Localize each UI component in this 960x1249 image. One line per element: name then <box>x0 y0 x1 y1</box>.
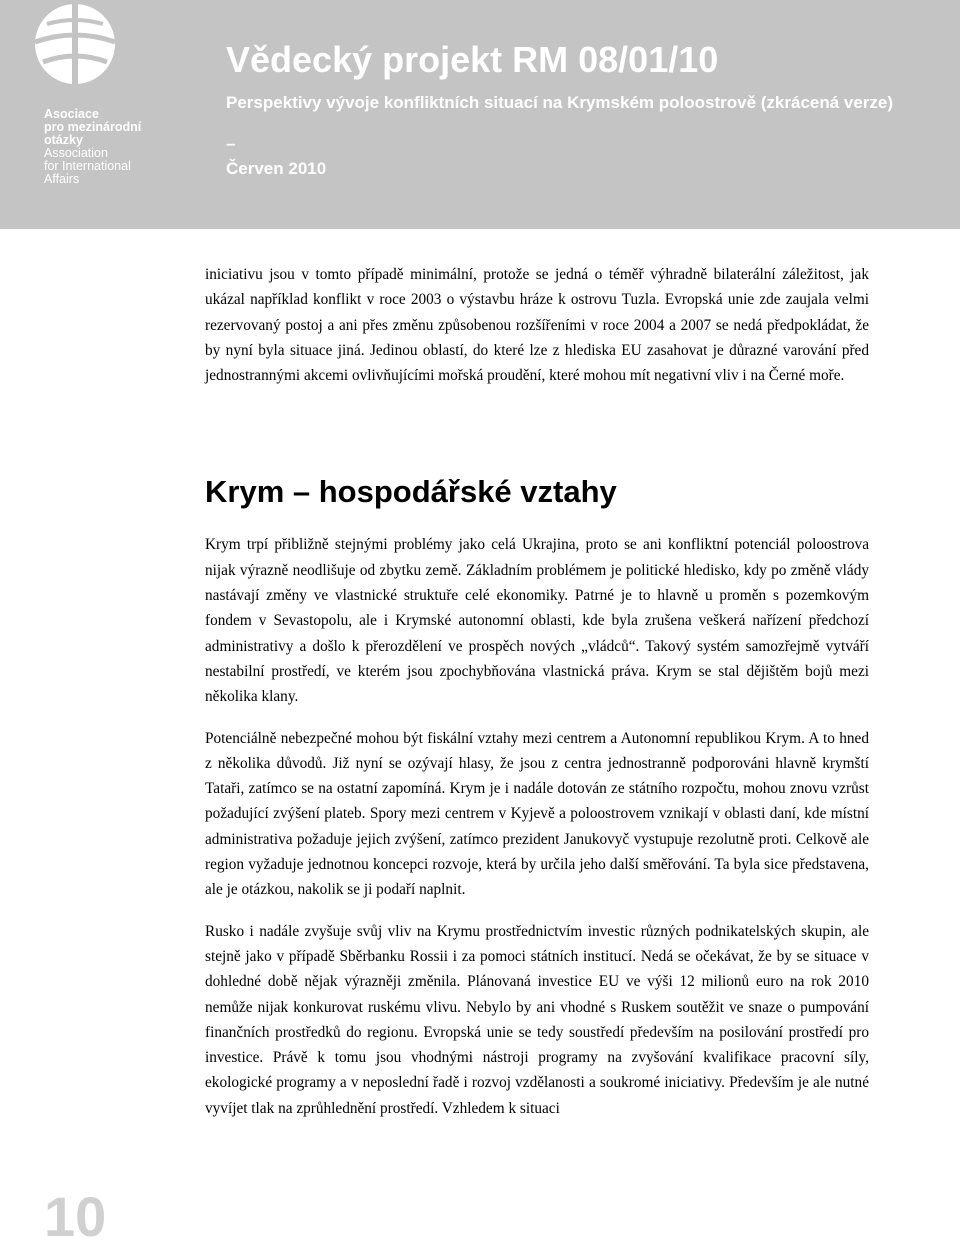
body-paragraph: Krym trpí přibližně stejnými problémy jako celá Ukrajina, proto se ani konfliktní potenciál poloostrova nijak výrazně neodlišuje od zbytku země. Základním problémem je politické hledisko, kdy po změně vlády nastávají změny ve vlastnické struktuře celé ekonomiky. Patrné je to hlavně u proměn s pozemkovým fondem v Sevastopolu, ale i Krymské autonomní oblasti, kde byla zrušena veškerá nařízení předchozí administrativy a došlo k přerozdělení ve prospěch nových „vládců“. Takový systém samozřejmě vytváří nestabilní prostředí, ve kterém jsou zpochybňována vlastnická práva. Krym se stal dějištěm bojů mezi několika klany. <box>205 536 869 706</box>
section-heading: Krym – hospodářské vztahy <box>205 474 617 510</box>
org-line: otázky <box>44 133 83 147</box>
org-line: pro mezinárodní <box>44 120 142 134</box>
page-header <box>0 0 960 229</box>
document-body <box>205 262 869 1137</box>
document-title: Vědecký projekt RM 08/01/10 <box>226 39 719 80</box>
document-date: Červen 2010 <box>226 159 327 178</box>
org-line: Association <box>44 146 108 160</box>
intro-paragraph: iniciativu jsou v tomto případě minimální, protože se jedná o téměř výhradně bilaterální záležitost, jak ukázal například konflikt v roce 2003 o výstavbu hráze k ostrovu Tuzla. Evropská unie zde zaujala velmi rezervovaný postoj a ani přes změnu způsobenou rozšířeními v roce 2004 a 2007 se nedá předpokládat, že by nyní byla situace jiná. Jedinou oblastí, do které lze z hlediska EU zasahovat je důrazné varování před jednostrannými akcemi ovlivňujícími mořská proudění, které mohou mít negativní vliv i na Černé moře. <box>205 266 869 385</box>
org-line: Affairs <box>44 172 80 186</box>
page-number: 10 <box>44 1185 107 1248</box>
header-dash: – <box>226 134 236 153</box>
globe-icon <box>33 2 117 86</box>
document-subtitle: Perspektivy vývoje konfliktních situací na Krymském poloostrově (zkrácená verze) <box>226 93 894 112</box>
org-line: Asociace <box>44 107 99 121</box>
organization-name <box>44 108 141 186</box>
body-paragraph: Potenciálně nebezpečné mohou být fiskální vztahy mezi centrem a Autonomní republikou Krym. A to hned z několika důvodů. Již nyní se ozývají hlasy, že jsou z centra jednostranně podporováni hlavně krymští Tataři, zatímco se na ostatní zapomíná. Krym je i nadále dotován ze státního rozpočtu, mohou znovu vzrůst požadující zvýšení plateb. Spory mezi centrem v Kyjevě a poloostrovem vznikají v oblasti daní, kde místní administrativa požaduje jejich zvýšení, zatímco prezident Janukovyč vystupuje rezolutně proti. Celkově ale region vyžaduje jednotnou koncepci rozvoje, která by určila jeho další směřování. Ta byla sice představena, ale je otázkou, nakolik se ji podaří naplnit. <box>205 729 869 899</box>
body-paragraph: Rusko i nadále zvyšuje svůj vliv na Krymu prostřednictvím investic různých podnikatelských skupin, ale stejně jako v případě Sběrbanku Rossii i za pomoci státních institucí. Nedá se očekávat, že by se situace v dohledné době nějak výrazněji změnila. Plánovaná investice EU ve výši 12 milionů euro na rok 2010 nemůže nijak konkurovat ruskému vlivu. Nebylo by ani vhodné s Ruskem soutěžit ve snaze o pumpování finančních prostředků do regionu. Evropská unie se tedy soustředí především na posilování prostředí pro investice. Právě k tomu jsou vhodnými nástroji programy na zvyšování kvalifikace pracovní síly, ekologické programy a v neposlední řadě i rozvoj vzdělanosti a soukromé iniciativy. Především je ale nutné vyvíjet tlak na zprůhlednění prostředí. Vzhledem k situaci <box>205 922 869 1117</box>
org-line: for International <box>44 159 131 173</box>
